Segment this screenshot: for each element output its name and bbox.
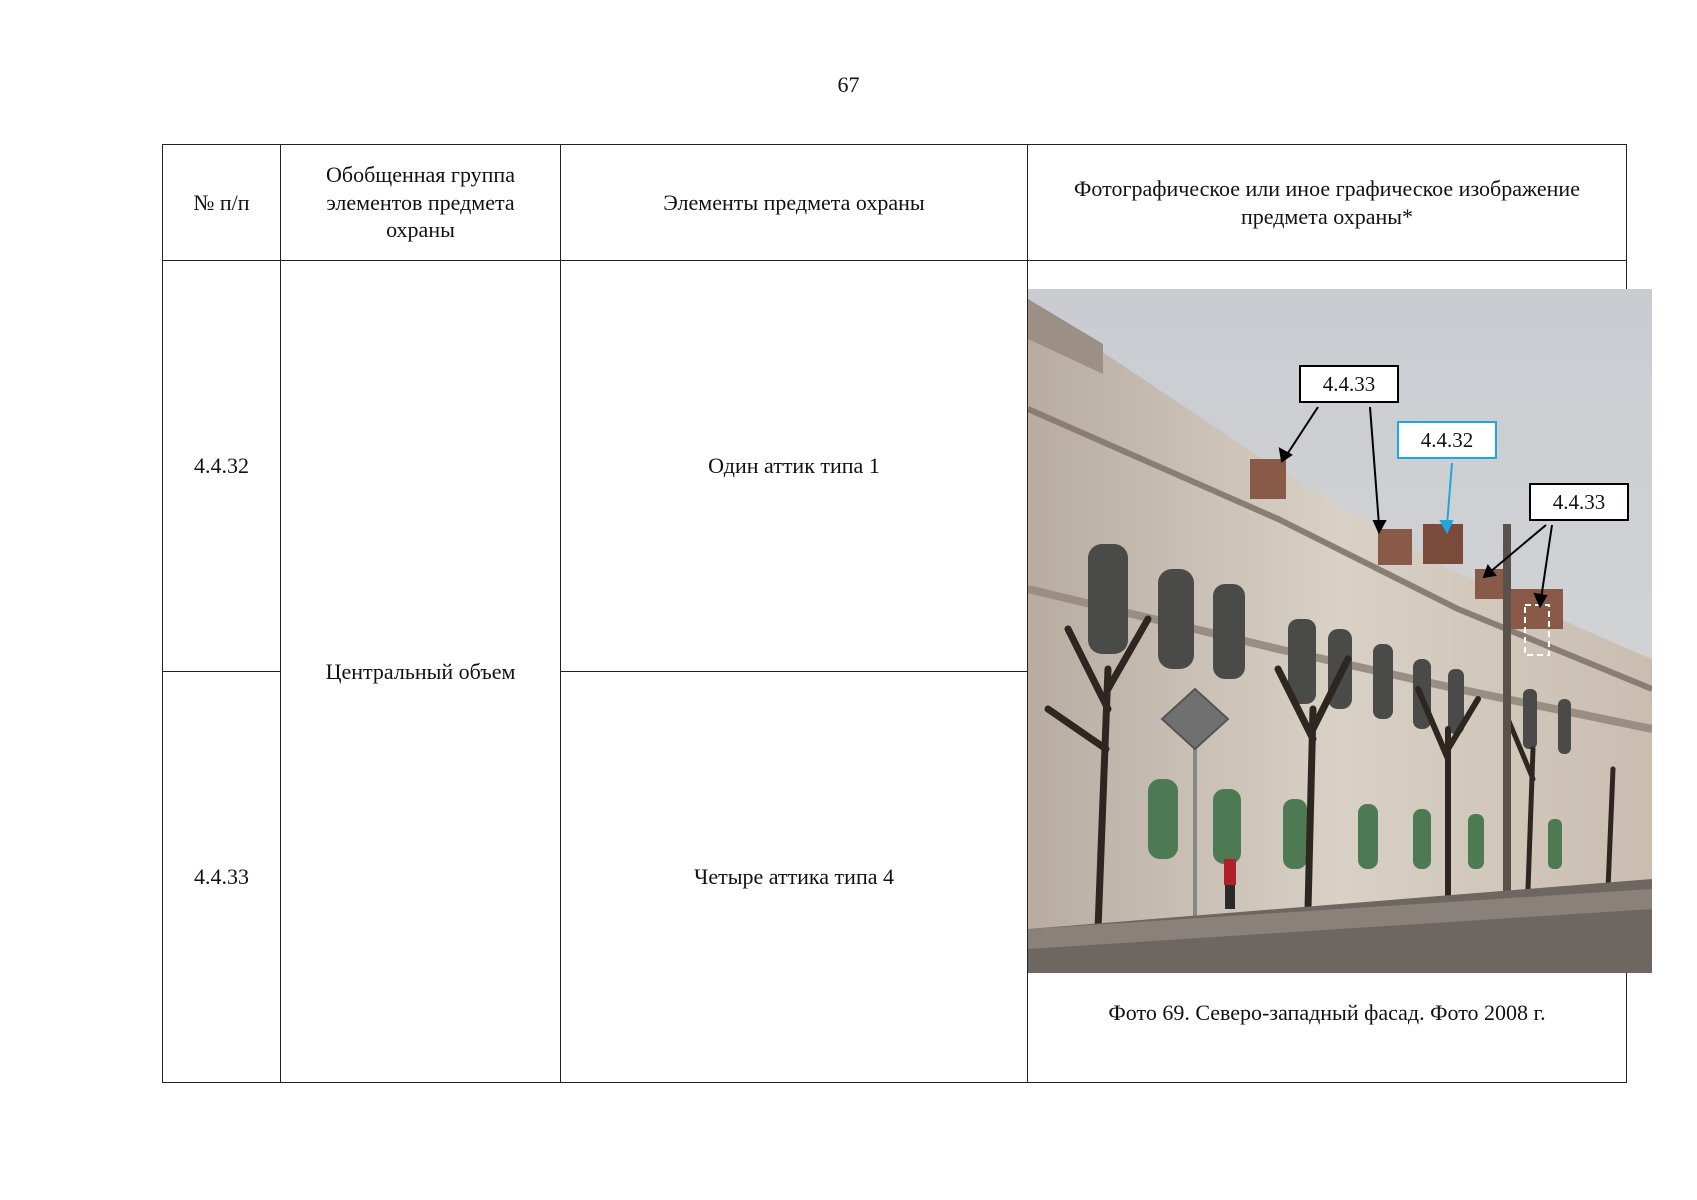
row-number: 4.4.33 [163,672,281,1083]
header-elements: Элементы предмета охраны [561,145,1028,261]
annotation-label: 4.4.33 [1529,483,1629,521]
photo-caption: Фото 69. Северо-западный фасад. Фото 2008 г. [1108,1000,1546,1025]
header-image: Фотографическое или иное графическое изображение предмета охраны* [1028,145,1627,261]
group-cell: Центральный объем [281,261,561,1083]
row-element: Один аттик типа 1 [561,261,1028,672]
photo-cell [1028,261,1627,1083]
table-row [163,261,1627,672]
table-header-row [163,145,1627,261]
protection-elements-table [162,144,1627,1083]
facade-photo [1028,289,1652,973]
page-number: 67 [837,72,860,97]
annotation-label: 4.4.33 [1299,365,1399,403]
row-element: Четыре аттика типа 4 [561,672,1028,1083]
header-group: Обобщенная группа элементов предмета охраны [281,145,561,261]
annotation-label: 4.4.32 [1397,421,1497,459]
header-number: № п/п [163,145,281,261]
row-number: 4.4.32 [163,261,281,672]
